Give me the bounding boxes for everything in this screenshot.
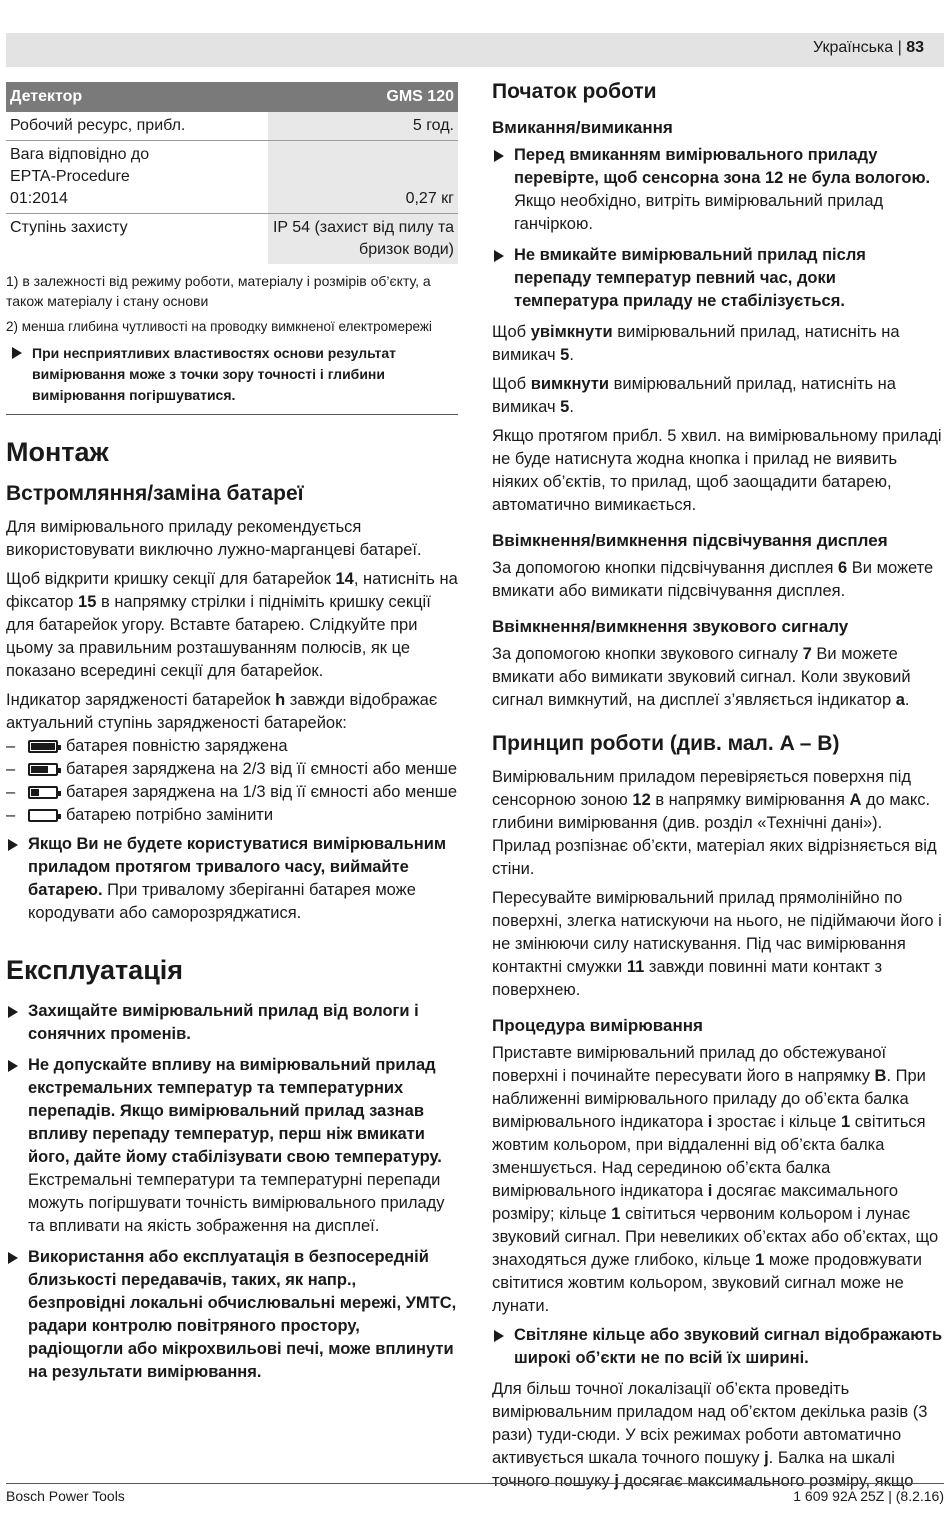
footnote: 1) в залежності від режиму роботи, матеріалу і розмірів об’єкту, а також матеріалу і стану основи bbox=[6, 273, 431, 309]
spec-table bbox=[6, 82, 458, 265]
spec-value: 0,27 кг bbox=[268, 141, 458, 214]
table-warning: При несприятливих властивостях основи результат вимірювання може з точки зору точності і глибини вимірювання погіршуватися. bbox=[6, 343, 458, 406]
footnote: 2) менша глибина чутливості на проводку вимкненої електромережі bbox=[6, 319, 432, 334]
bullet-triangle-icon bbox=[494, 250, 504, 262]
section-title-operation: Експлуатація bbox=[6, 955, 184, 985]
battery-heading: Встромляння/заміна батареї bbox=[6, 482, 304, 505]
list-item: – батарею потрібно замінити bbox=[6, 806, 274, 824]
left-column bbox=[6, 82, 458, 1392]
sound-heading: Ввімкнення/вимкнення звукового сигналу bbox=[492, 617, 849, 636]
principle-paragraph: Вимірювальним приладом перевіряється поверхня під сенсорною зоною 12 в напрямку вимірювання A до макс. глибини вимірювання (див. розділ «Технічні дані»). Прилад розпізнає об’єкти, матеріал яких відрізняється від стіни. bbox=[492, 768, 937, 878]
bullet-triangle-icon bbox=[494, 1330, 504, 1342]
section-title-montage: Монтаж bbox=[6, 437, 109, 467]
operation-bullet: Захищайте вимірювальний прилад від вологи і сонячних променів. bbox=[6, 1000, 458, 1046]
section-title-startup: Початок роботи bbox=[492, 80, 657, 103]
table-row bbox=[6, 112, 458, 141]
section-title-principle: Принцип роботи (див. мал. A – B) bbox=[492, 732, 840, 755]
storage-warning: Якщо Ви не будете користуватися вимірювальним приладом протягом тривалого часу, виймайте батарею. При тривалому зберіганні батарея може кородувати або саморозряджатися. bbox=[6, 833, 458, 925]
bullet-triangle-icon bbox=[8, 839, 18, 851]
spec-head-label: Детектор bbox=[6, 82, 268, 112]
onoff-heading: Вмикання/вимикання bbox=[492, 118, 673, 137]
spec-label: Ступінь захисту bbox=[6, 214, 268, 265]
battery-level-list bbox=[6, 735, 458, 827]
operation-bullet: Використання або експлуатація в безпосередній близькості передавачів, таких, як напр., безпровідні локальні обчислювальні мережі, УМТС, радари контролю повітряного простору, радіощогли або мікрохвильові печі, може вплинути на результати вимірювання. bbox=[6, 1246, 458, 1384]
wide-object-warning: Світляне кільце або звуковий сигнал відображають широкі об’єкти не по всій їх ширині. bbox=[492, 1324, 944, 1370]
list-item: – батарея заряджена на 1/3 від її ємності або менше bbox=[6, 783, 458, 801]
backlight-paragraph: За допомогою кнопки підсвічування дисплея 6 Ви можете вмикати або вимикати підсвічування дисплея. bbox=[492, 559, 934, 600]
header-band bbox=[6, 33, 944, 67]
auto-off-paragraph: Якщо протягом прибл. 5 хвил. на вимірювальному приладі не буде натиснута жодна кнопка і прилад не виявить ніяких об’єктів, то прилад, щоб заощадити батарею, автоматично вимикається. bbox=[492, 427, 942, 514]
footer-divider bbox=[6, 1483, 944, 1484]
backlight-heading: Ввімкнення/вимкнення підсвічування дисплея bbox=[492, 531, 888, 550]
spec-head-model: GMS 120 bbox=[268, 82, 458, 112]
battery-two-thirds-icon bbox=[28, 763, 58, 776]
table-row bbox=[6, 141, 458, 214]
page-number: 83 bbox=[906, 39, 924, 56]
battery-cover-paragraph: Щоб відкрити кришку секції для батарейок 14, натисніть на фіксатор 15 в напрямку стрілки і підніміть кришку секції для батарейок угору. Вставте батарею. Слідкуйте при цьому за правильним розташуванням полюсів, як це показано всередині секції для батарейок. bbox=[6, 570, 458, 680]
battery-indicator-paragraph: Індикатор зарядженості батарейок h завжди відображає актуальний ступінь зарядженості батарейок: bbox=[6, 691, 438, 732]
right-column bbox=[492, 82, 944, 1499]
spec-label: Вага відповідно до EPTA-Procedure 01:2014 bbox=[6, 141, 268, 214]
procedure-heading: Процедура вимірювання bbox=[492, 1016, 703, 1035]
procedure-paragraph: Приставте вимірювальний прилад до обстежуваної поверхні і починайте пересувати його в напрямку B. При наближенні вимірювального приладу до об’єкта балка вимірювального індикатора i зростає і кільце 1 світиться жовтим кольором, при віддаленні від об’єкта балка зменшується. Над серединою об’єкта балка вимірювального індикатора i досягає максимального розміру; кільце 1 світиться червоним кольором і лунає звуковий сигнал. При невеликих об’єктах або об’єктах, що знаходяться дуже глибоко, кільце 1 може продовжувати світитися жовтим кольором, звуковий сигнал може не лунати. bbox=[492, 1044, 939, 1315]
footer-docnumber: 1 609 92A 25Z | (8.2.16) bbox=[793, 1488, 944, 1504]
bullet-triangle-icon bbox=[8, 1006, 18, 1018]
spec-value: IP 54 (захист від пилу та бризок води) bbox=[268, 214, 458, 265]
battery-empty-icon bbox=[28, 809, 58, 822]
bullet-triangle-icon bbox=[8, 1060, 18, 1072]
list-item: – батарея заряджена на 2/3 від її ємності або менше bbox=[6, 760, 458, 778]
switch-on-paragraph: Щоб увімкнути вимірювальний прилад, натисніть на вимикач 5. bbox=[492, 323, 900, 364]
divider bbox=[6, 414, 458, 415]
page-header: Українська | 83 bbox=[813, 39, 924, 56]
footer-brand: Bosch Power Tools bbox=[6, 1488, 125, 1504]
header-language: Українська bbox=[813, 39, 894, 56]
battery-one-third-icon bbox=[28, 786, 58, 799]
spec-value: 5 год. bbox=[268, 112, 458, 141]
bullet-triangle-icon bbox=[12, 347, 22, 359]
battery-full-icon bbox=[28, 740, 58, 753]
list-item: – батарея повністю заряджена bbox=[6, 737, 288, 755]
switch-off-paragraph: Щоб вимкнути вимірювальний прилад, натисніть на вимикач 5. bbox=[492, 375, 896, 416]
startup-bullet: Не вмикайте вимірювальний прилад після перепаду температур певний час, доки температура приладу не стабілізується. bbox=[492, 244, 944, 313]
sound-paragraph: За допомогою кнопки звукового сигналу 7 Ви можете вмикати або вимикати звуковий сигнал. Коли звуковий сигнал вимкнутий, на дисплеї з’являється індикатор a. bbox=[492, 645, 911, 709]
table-row bbox=[6, 214, 458, 265]
bullet-triangle-icon bbox=[494, 150, 504, 162]
bullet-triangle-icon bbox=[8, 1252, 18, 1264]
spec-label: Робочий ресурс, прибл. bbox=[6, 112, 268, 141]
precise-location-paragraph: Для більш точної локалізації об’єкта проведіть вимірювальним приладом над об’єктом декілька разів (3 рази) туди-сюди. У всіх режимах роботи автоматично активується шкала точного пошуку j. Балка на шкалі точного пошуку j досягає максимального розміру, якщо bbox=[492, 1380, 928, 1490]
principle-paragraph: Пересувайте вимірювальний прилад прямолінійно по поверхні, злегка натискуючи на нього, не підіймаючи його і не змінюючи силу натискування. Під час вимірювання контактні смужки 11 завжди повинні мати контакт з поверхнею. bbox=[492, 889, 942, 999]
startup-bullet: Перед вмиканням вимірювального приладу перевірте, щоб сенсорна зона 12 не була вологою. Якщо необхідно, витріть вимірювальний прилад ганчіркою. bbox=[492, 144, 944, 236]
operation-bullet: Не допускайте впливу на вимірювальний прилад екстремальних температур та температурних перепадів. Якщо вимірювальний прилад зазнав впливу перепаду температур, перш ніж вмикати його, дайте йому стабілізувати свою температуру. Екстремальні температури та температурні перепади можуть погіршувати точність вимірювального приладу та впливати на якість зображення на дисплеї. bbox=[6, 1054, 458, 1238]
battery-paragraph: Для вимірювального приладу рекомендується використовувати виключно лужно-марганцеві батареї. bbox=[6, 518, 422, 559]
